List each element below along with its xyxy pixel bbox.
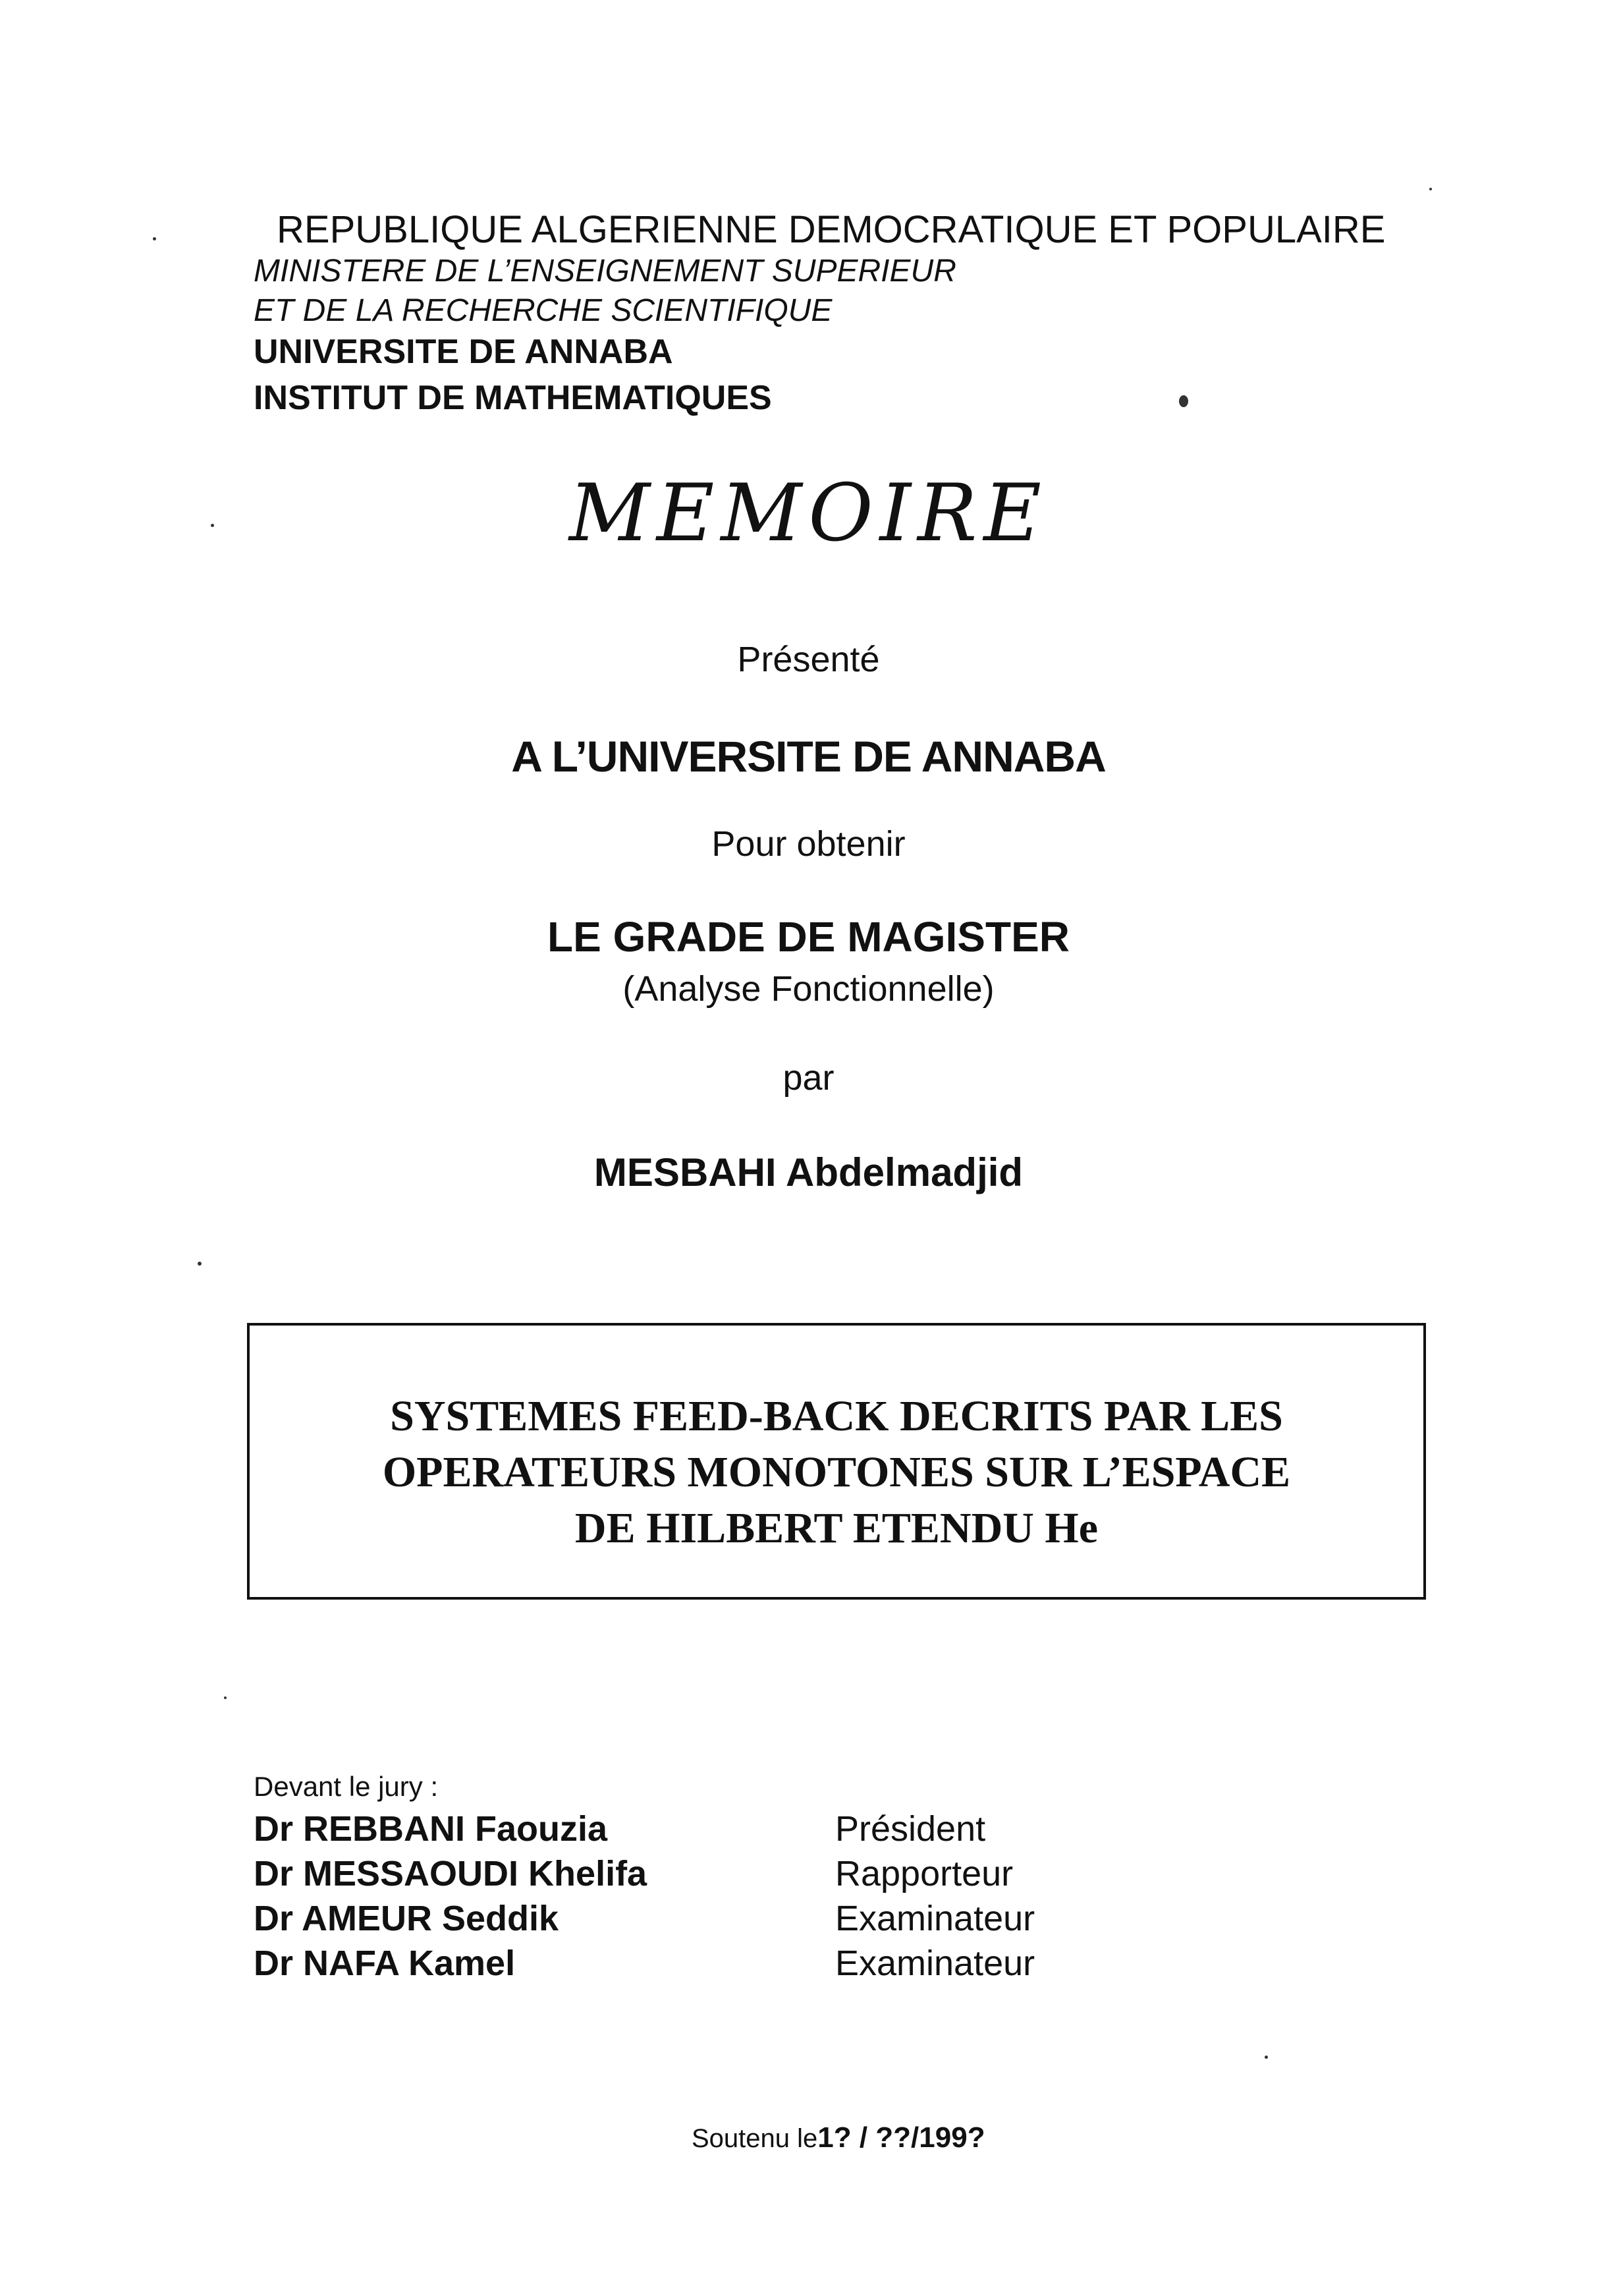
ministry-line-2: ET DE LA RECHERCHE SCIENTIFIQUE [254,293,833,328]
presented-to: A L’UNIVERSITE DE ANNABA [511,732,1106,781]
presented-label: Présenté [737,640,880,679]
scan-speck [1179,395,1188,407]
scan-speck [1429,188,1432,190]
jury-label: Devant le jury : [254,1771,439,1802]
by-label: par [782,1058,835,1098]
scan-speck [1265,2056,1268,2059]
thesis-title-line-1: SYSTEMES FEED-BACK DECRITS PAR LES [390,1392,1283,1440]
defense-date: 1? / ??/199? [817,2121,985,2154]
scan-speck [224,1696,227,1699]
institute-name: INSTITUT DE MATHEMATIQUES [254,379,772,417]
scan-speck [153,237,156,240]
jury-member-role: Président [835,1809,986,1849]
thesis-title-line-3: DE HILBERT ETENDU He [574,1504,1099,1552]
ministry-line-1: MINISTERE DE L’ENSEIGNEMENT SUPERIEUR [254,254,956,289]
scan-speck [198,1262,202,1266]
thesis-title-box [247,1323,1426,1600]
jury-member-role: Rapporteur [835,1854,1014,1893]
defense-date-line [692,2121,985,2154]
jury-member-name: Dr AMEUR Seddik [254,1899,559,1938]
thesis-title-line-2: OPERATEURS MONOTONES SUR L’ESPACE [382,1448,1291,1496]
university-name: UNIVERSITE DE ANNABA [254,333,673,371]
jury-member-role: Examinateur [835,1944,1035,1983]
jury-member-name: Dr NAFA Kamel [254,1944,516,1983]
scan-speck [211,524,214,527]
jury-member-name: Dr REBBANI Faouzia [254,1809,608,1849]
purpose-label: Pour obtenir [711,824,906,864]
document-type-title: MEMOIRE [568,468,1049,559]
defense-label: Soutenu le [692,2124,818,2153]
republic-heading: REPUBLIQUE ALGERIENNE DEMOCRATIQUE ET POPULAIRE [277,208,1386,251]
jury-member-name: Dr MESSAOUDI Khelifa [254,1854,647,1893]
author-name: MESBAHI Abdelmadjid [593,1150,1024,1194]
jury-member-role: Examinateur [835,1899,1035,1938]
specialty: (Analyse Fonctionnelle) [622,969,995,1009]
degree-title: LE GRADE DE MAGISTER [547,913,1070,961]
